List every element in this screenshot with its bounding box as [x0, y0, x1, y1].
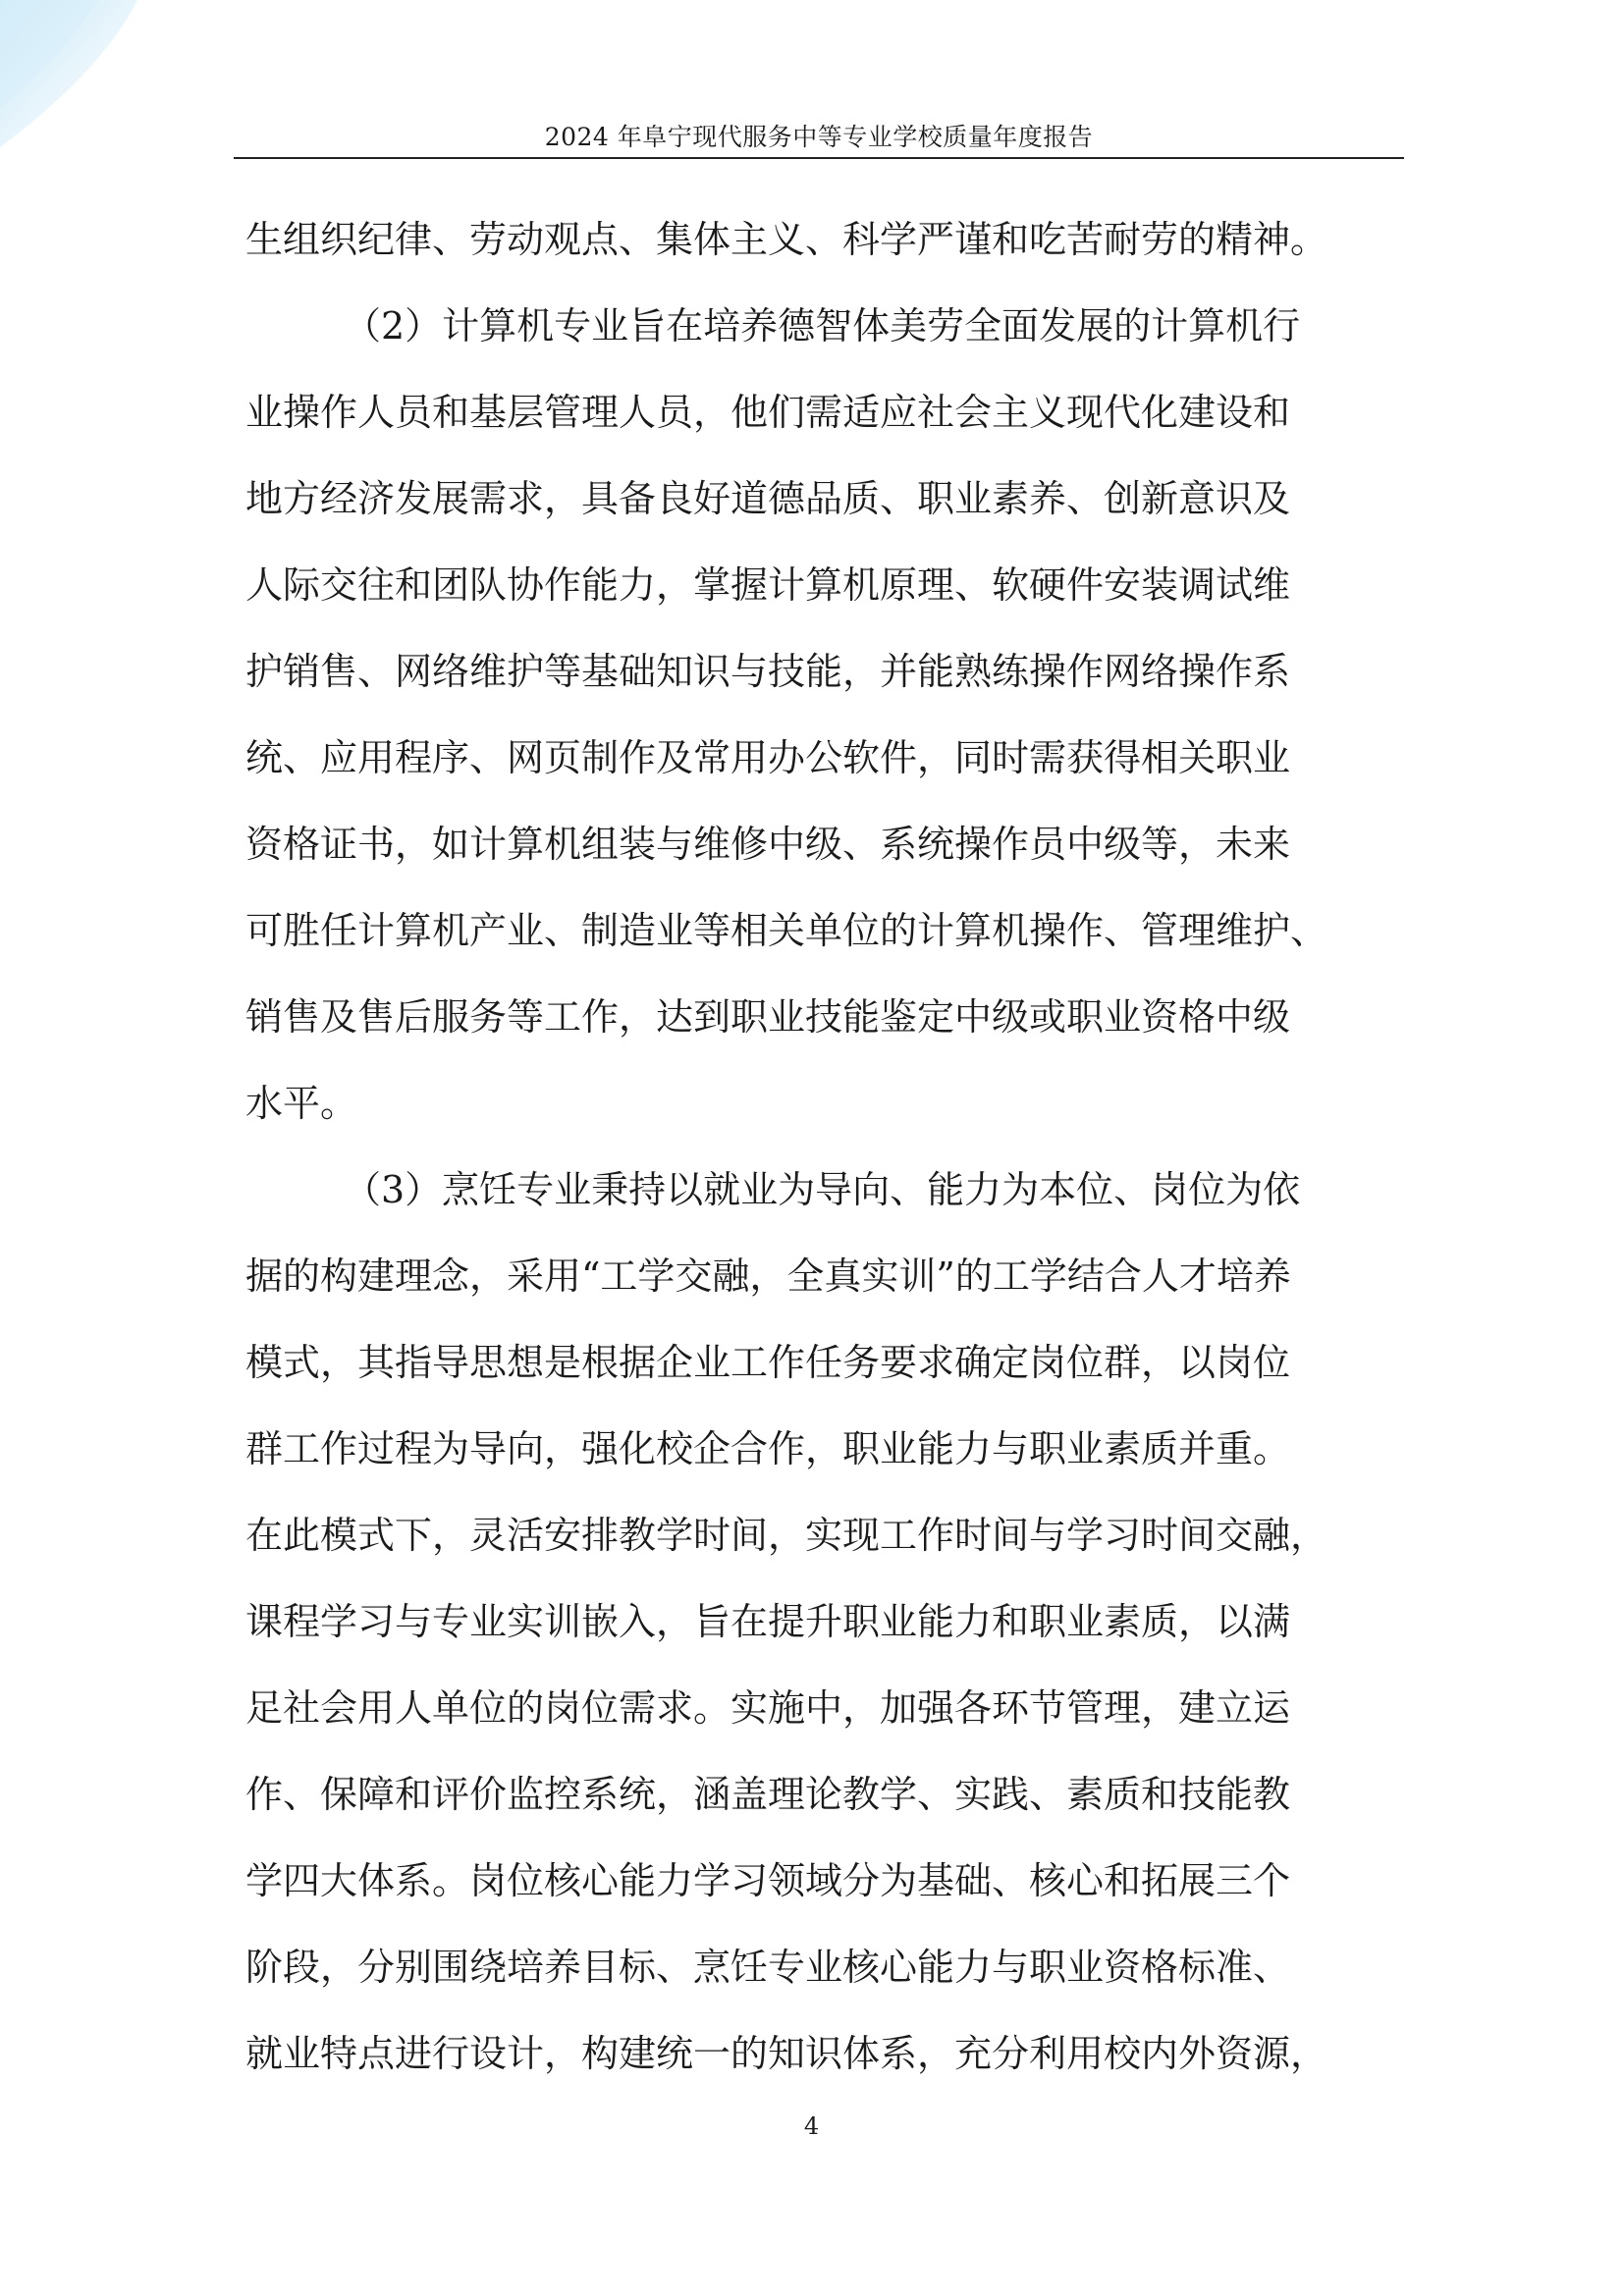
body-line: （3）烹饪专业秉持以就业为导向、能力为本位、岗位为依 [344, 1168, 1301, 1211]
body-line: 在此模式下，灵活安排教学时间，实现工作时间与学习时间交融， [245, 1514, 1328, 1557]
body-line: 群工作过程为导向，强化校企合作，职业能力与职业素质并重。 [245, 1427, 1291, 1470]
body-line: （2）计算机专业旨在培养德智体美劳全面发展的计算机行 [344, 304, 1301, 347]
body-line: 就业特点进行设计，构建统一的知识体系，充分利用校内外资源， [245, 2032, 1328, 2075]
body-line: 生组织纪律、劳动观点、集体主义、科学严谨和吃苦耐劳的精神。 [245, 218, 1328, 261]
body-line: 足社会用人单位的岗位需求。实施中，加强各环节管理，建立运 [245, 1686, 1291, 1730]
body-line: 学四大体系。岗位核心能力学习领域分为基础、核心和拓展三个 [245, 1859, 1291, 1902]
report-header-title: 2024 年阜宁现代服务中等专业学校质量年度报告 [544, 123, 1094, 151]
body-line: 统、应用程序、网页制作及常用办公软件，同时需获得相关职业 [245, 736, 1291, 779]
body-line: 可胜任计算机产业、制造业等相关单位的计算机操作、管理维护、 [245, 909, 1328, 952]
body-line: 资格证书，如计算机组装与维修中级、系统操作员中级等，未来 [245, 823, 1291, 866]
body-line: 据的构建理念，采用“工学交融，全真实训”的工学结合人才培养 [245, 1255, 1291, 1298]
body-line: 阶段，分别围绕培养目标、烹饪专业核心能力与职业资格标准、 [245, 1946, 1291, 1989]
body-line: 护销售、网络维护等基础知识与技能，并能熟练操作网络操作系 [245, 650, 1291, 693]
corner-wave-graphic [0, 0, 147, 157]
header-divider [234, 157, 1404, 159]
body-line: 地方经济发展需求，具备良好道德品质、职业素养、创新意识及 [245, 477, 1291, 520]
body-line: 作、保障和评价监控系统，涵盖理论教学、实践、素质和技能教 [245, 1773, 1291, 1816]
body-line: 人际交往和团队协作能力，掌握计算机原理、软硬件安装调试维 [245, 563, 1291, 607]
body-line: 水平。 [245, 1082, 358, 1125]
corner-decoration [0, 0, 147, 157]
body-line: 课程学习与专业实训嵌入，旨在提升职业能力和职业素质，以满 [245, 1600, 1291, 1643]
body-line: 业操作人员和基层管理人员，他们需适应社会主义现代化建设和 [245, 391, 1291, 434]
body-line: 模式，其指导思想是根据企业工作任务要求确定岗位群，以岗位 [245, 1341, 1291, 1384]
body-line: 销售及售后服务等工作，达到职业技能鉴定中级或职业资格中级 [245, 995, 1291, 1039]
report-body [245, 196, 1404, 2097]
page-number: 4 [803, 2112, 820, 2140]
